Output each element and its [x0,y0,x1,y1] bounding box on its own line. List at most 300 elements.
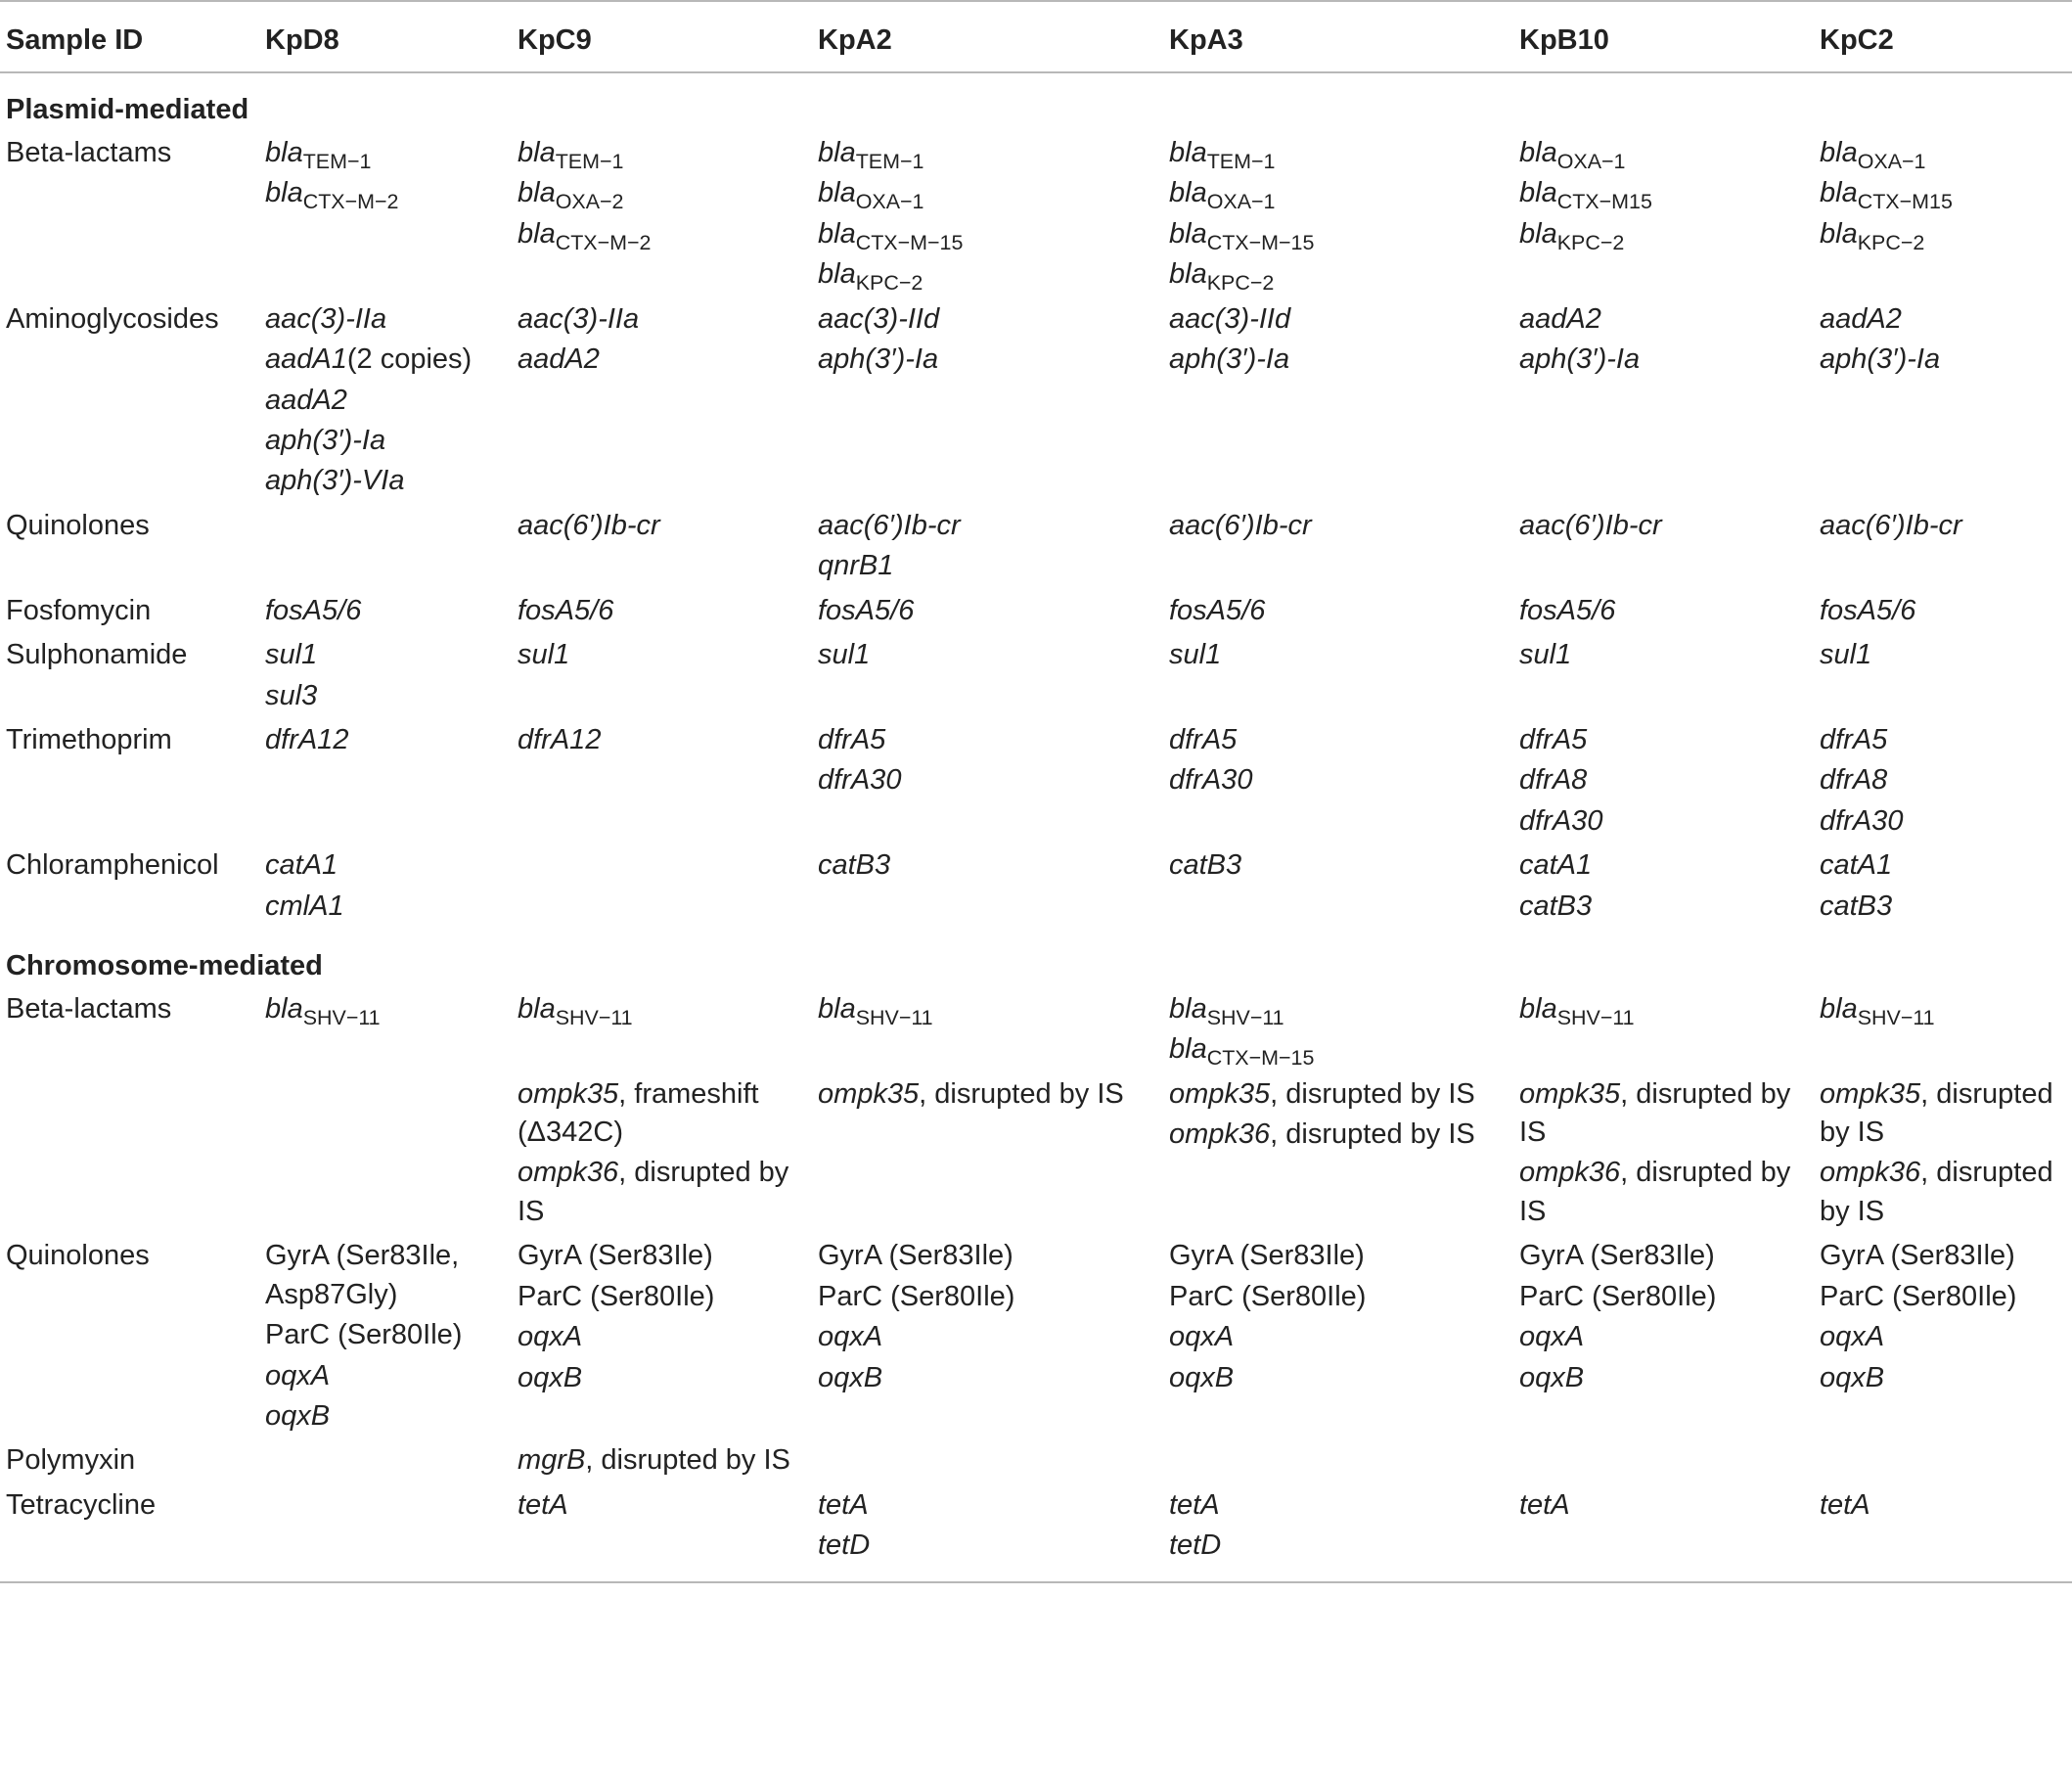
gene-text: bla [818,136,856,168]
row-label: Beta-lactams [6,136,172,168]
row-label [0,1073,265,1236]
table-cell [1820,719,2072,844]
gene-entry [1519,134,1808,172]
table-cell [518,590,818,634]
gene-text: aadA1 [265,343,347,376]
table-row [0,1439,2072,1483]
gene-entry [1820,1318,2060,1356]
table-row [0,719,2072,844]
table-cell [818,719,1169,844]
gene-entry [1820,1359,2060,1397]
gene-entry [818,990,1157,1028]
gene-text: fosA5/6 [1820,594,1916,626]
gene-text: tetA [1169,1488,1220,1521]
table-cell [265,132,518,298]
table-cell [265,844,518,930]
gene-text: GyrA (Ser83Ile, Asp87Gly) [265,1240,460,1310]
table-cell [1820,1484,2072,1582]
table-cell [1820,844,2072,930]
gene-entry [1519,761,1808,799]
gene-entry [518,341,806,379]
gene-subscript: SHV−11 [555,1005,633,1029]
gene-text: oqxB [265,1400,331,1432]
gene-subscript: SHV−11 [855,1005,933,1029]
table-cell [265,1235,518,1439]
gene-text: aac(3)-IIa [518,302,640,335]
gene-entry [518,592,806,630]
gene-subscript: KPC−2 [1857,230,1925,254]
gene-text: aadA2 [1820,302,1902,335]
gene-entry [265,636,506,674]
table-row [0,634,2072,719]
gene-entry [818,592,1157,630]
header-kpa3: KpA3 [1169,1,1519,72]
gene-text: ompk36 [518,1157,619,1189]
table-cell [518,634,818,719]
table-cell [1519,634,1820,719]
table-cell [818,505,1169,590]
gene-entry [1169,300,1508,339]
gene-text: aph(3′)-Ia [1169,343,1290,376]
gene-text: dfrA8 [1519,764,1588,797]
gene-entry [1169,592,1508,630]
table-cell [1820,505,2072,590]
gene-text: aac(3)-IId [818,302,940,335]
gene-entry [1820,174,2060,212]
gene-text: ompk36 [1820,1157,1921,1189]
gene-entry [1820,134,2060,172]
gene-subscript: KPC−2 [855,271,923,296]
table-cell [1169,844,1519,930]
gene-entry [818,846,1157,885]
gene-entry [518,721,806,759]
gene-entry [265,677,506,715]
gene-text: catB3 [1169,849,1242,882]
gene-entry [1519,721,1808,759]
table-cell [818,844,1169,930]
gene-text: catB3 [1820,890,1893,922]
gene-entry [1820,990,2060,1028]
section-heading: Chromosome-mediated [6,950,323,982]
gene-entry [265,300,506,339]
gene-text: aac(6′)Ib-cr [1169,509,1312,541]
gene-text: bla [818,217,856,250]
gene-text: bla [1519,177,1557,209]
gene-text: oqxB [1820,1361,1885,1393]
table-cell [1519,1484,1820,1582]
gene-text: , disrupted by IS [1820,1157,2053,1227]
gene-entry [1169,721,1508,759]
gene-entry [265,1237,506,1314]
gene-entry [265,462,506,500]
table-cell [1169,1439,1519,1483]
table-row [0,844,2072,930]
gene-subscript: CTX−M15 [1556,190,1652,214]
gene-text: dfrA8 [1820,764,1888,797]
gene-text: tetA [1820,1488,1870,1521]
gene-text: catB3 [818,849,891,882]
table-cell [1820,298,2072,505]
table-row [0,298,2072,505]
section-row [0,72,2072,131]
gene-text: catA1 [1820,849,1893,882]
table-cell [265,505,518,590]
gene-text: dfrA30 [1169,764,1253,797]
gene-entry [1519,507,1808,545]
gene-entry [818,1237,1157,1275]
gene-text: bla [1169,992,1207,1025]
header-kpd8: KpD8 [265,1,518,72]
gene-entry [265,990,506,1028]
gene-text: oqxB [818,1361,883,1393]
table-cell [518,844,818,930]
gene-text: oqxA [818,1321,883,1353]
table-cell [1519,988,1820,1073]
gene-entry [1169,1030,1508,1069]
gene-text: tetA [1519,1488,1570,1521]
gene-entry [1169,990,1508,1028]
table-cell [1169,505,1519,590]
table-cell [818,590,1169,634]
gene-entry [818,1527,1157,1565]
gene-entry [1519,1318,1808,1356]
table-cell [1169,634,1519,719]
gene-entry [818,761,1157,799]
gene-text: bla [1820,136,1858,168]
gene-text: dfrA5 [818,724,886,755]
gene-text: dfrA5 [1820,724,1888,755]
gene-entry [265,1397,506,1436]
gene-text: oqxA [1820,1321,1885,1353]
gene-text: aac(6′)Ib-cr [1820,509,1962,541]
gene-text: aph(3′)-Ia [265,424,386,456]
row-label: Trimethoprim [6,724,172,755]
gene-entry [265,134,506,172]
table-cell [818,1073,1169,1236]
gene-entry [1169,507,1508,545]
gene-entry [1820,507,2060,545]
gene-entry [1519,802,1808,841]
gene-entry [1519,1278,1808,1316]
table-cell [518,298,818,505]
gene-entry [265,341,506,379]
gene-text: oqxA [265,1359,331,1391]
gene-text: aadA2 [518,343,600,376]
gene-text: ompk35 [1169,1077,1271,1110]
gene-text: ParC (Ser80Ile) [1169,1280,1367,1312]
gene-text: aph(3′)-Ia [1820,343,1941,376]
table-cell [818,1484,1169,1582]
gene-entry [1820,1486,2060,1525]
gene-text: ompk35 [518,1077,619,1110]
section-row [0,930,2072,987]
gene-text: ompk35 [1820,1077,1921,1110]
gene-text: dfrA5 [1169,724,1238,755]
table-cell [1820,590,2072,634]
table-cell [265,298,518,505]
gene-text: ompk35 [818,1077,920,1110]
gene-text: bla [265,992,303,1025]
gene-entry [818,636,1157,674]
gene-text: bla [1519,992,1557,1025]
table-cell [518,988,818,1073]
table-cell [518,1073,818,1236]
gene-text: bla [1169,177,1207,209]
table-cell [265,1439,518,1483]
gene-entry [1519,174,1808,212]
gene-entry [1820,1154,2060,1231]
table-cell [1519,844,1820,930]
gene-text: tetD [818,1529,871,1562]
header-kpb10: KpB10 [1519,1,1820,72]
gene-entry [1820,761,2060,799]
gene-text: , frameshift (Δ342C) [518,1077,759,1148]
gene-entry [1169,1116,1508,1154]
table-cell [1519,1073,1820,1236]
gene-text: ParC (Ser80Ile) [1519,1280,1717,1312]
row-label: Quinolones [6,1240,150,1272]
gene-entry [818,300,1157,339]
gene-text: , disrupted by IS [1519,1157,1791,1227]
table-cell [1820,988,2072,1073]
table-cell [1820,132,2072,298]
gene-text: tetA [818,1488,869,1521]
gene-entry [1169,1486,1508,1525]
table-row [0,590,2072,634]
table-cell [1169,590,1519,634]
gene-text: aph(3′)-VIa [265,465,405,497]
gene-text: bla [1820,177,1858,209]
table-row [0,505,2072,590]
gene-text: tetA [518,1488,568,1521]
gene-entry [818,134,1157,172]
gene-text: sul1 [818,639,871,671]
gene-entry [1519,636,1808,674]
gene-entry [1820,802,2060,841]
gene-text: , disrupted by IS [1270,1118,1475,1150]
gene-text: fosA5/6 [265,594,362,626]
table-cell [818,132,1169,298]
gene-text: ParC (Ser80Ile) [265,1319,463,1351]
gene-text: , disrupted by IS [919,1077,1124,1110]
gene-subscript: OXA−1 [1857,149,1926,173]
gene-entry [1169,255,1508,294]
gene-entry [1820,300,2060,339]
gene-entry [1820,1278,2060,1316]
table-cell [265,719,518,844]
gene-entry [518,174,806,212]
table-cell [518,719,818,844]
gene-entry [818,507,1157,545]
gene-text: ompk36 [1169,1118,1271,1150]
table-cell [1169,988,1519,1073]
table-cell [1519,1439,1820,1483]
gene-text: oqxB [518,1361,583,1393]
gene-text: sul1 [1820,639,1872,671]
gene-text: sul1 [1169,639,1222,671]
table-cell [1820,1073,2072,1236]
gene-subscript: SHV−11 [302,1005,381,1029]
gene-text: GyrA (Ser83Ile) [1820,1240,2015,1272]
gene-text: bla [818,258,856,291]
table-cell [1820,1439,2072,1483]
gene-entry [1169,636,1508,674]
gene-text: tetD [1169,1529,1222,1562]
gene-entry [265,846,506,885]
gene-text: fosA5/6 [518,594,614,626]
gene-entry [1169,1278,1508,1316]
table-cell [1169,132,1519,298]
table-cell [1169,298,1519,505]
table-row [0,1484,2072,1582]
gene-entry [1820,1075,2060,1153]
gene-text: ompk35 [1519,1077,1621,1110]
gene-text: ompk36 [1519,1157,1621,1189]
gene-text: bla [518,217,556,250]
gene-entry [818,1278,1157,1316]
gene-subscript: CTX−M−15 [855,230,964,254]
gene-entry [265,1357,506,1395]
table-cell [1519,298,1820,505]
gene-entry [1519,1154,1808,1231]
gene-text: sul1 [518,639,570,671]
gene-entry [818,1318,1157,1356]
gene-entry [1820,636,2060,674]
gene-entry [518,1441,806,1480]
row-label: Quinolones [6,509,150,541]
header-kpc9: KpC9 [518,1,818,72]
gene-entry [518,1318,806,1356]
gene-entry [818,721,1157,759]
header-kpc2: KpC2 [1820,1,2072,72]
gene-entry [518,215,806,253]
gene-entry [1820,721,2060,759]
gene-text: aph(3′)-Ia [1519,343,1641,376]
gene-text: bla [1169,258,1207,291]
table-cell [1519,1235,1820,1439]
gene-text: dfrA30 [1820,804,1904,837]
gene-entry [518,1278,806,1316]
gene-text: fosA5/6 [1169,594,1266,626]
gene-entry [1519,1237,1808,1275]
section-heading: Plasmid-mediated [6,94,249,126]
gene-entry [265,592,506,630]
gene-text: , disrupted by IS [1270,1077,1475,1110]
gene-entry [518,134,806,172]
table-cell [265,1073,518,1236]
gene-entry [1519,592,1808,630]
gene-text: ParC (Ser80Ile) [518,1280,715,1312]
gene-text: bla [518,992,556,1025]
gene-text: sul3 [265,679,318,711]
gene-text: oqxA [1169,1321,1235,1353]
gene-subscript: SHV−11 [1857,1005,1935,1029]
gene-entry [1169,341,1508,379]
gene-text: mgrB [518,1444,586,1477]
gene-text: cmlA1 [265,890,344,922]
gene-entry [518,1359,806,1397]
gene-entry [1519,341,1808,379]
gene-text: aac(3)-IIa [265,302,387,335]
gene-text: aadA2 [1519,302,1601,335]
gene-entry [265,721,506,759]
row-label: Tetracycline [0,1484,265,1582]
gene-entry [265,1316,506,1354]
gene-text: bla [518,177,556,209]
gene-text: oqxA [518,1321,583,1353]
gene-text: aac(6′)Ib-cr [818,509,961,541]
table-cell [1169,719,1519,844]
gene-entry [818,174,1157,212]
gene-text: aac(6′)Ib-cr [518,509,660,541]
gene-entry [1519,300,1808,339]
gene-text: sul1 [265,639,318,671]
gene-entry [1169,134,1508,172]
gene-entry [818,1359,1157,1397]
gene-entry [518,990,806,1028]
gene-entry [818,1486,1157,1525]
gene-subscript: KPC−2 [1556,230,1625,254]
gene-text: bla [1169,136,1207,168]
header-row [0,1,2072,72]
table-cell [818,298,1169,505]
gene-entry [265,888,506,926]
gene-entry [818,1075,1157,1114]
table-cell [818,988,1169,1073]
gene-entry [518,507,806,545]
gene-subscript: TEM−1 [855,149,924,173]
gene-entry [1169,846,1508,885]
gene-entry [265,174,506,212]
table-cell [1519,719,1820,844]
table-cell [1169,1235,1519,1439]
gene-entry [265,422,506,460]
gene-entry [1169,1359,1508,1397]
gene-text: dfrA12 [265,724,349,755]
row-label: Fosfomycin [6,594,152,626]
gene-entry [1169,1075,1508,1114]
gene-entry [1820,592,2060,630]
gene-subscript: TEM−1 [302,149,372,173]
row-label: Aminoglycosides [6,302,219,335]
table-body [0,72,2072,1581]
gene-entry [1820,888,2060,926]
table-row [0,988,2072,1073]
gene-entry [1169,1237,1508,1275]
gene-entry [1169,1527,1508,1565]
gene-text: fosA5/6 [818,594,915,626]
gene-text: oqxA [1519,1321,1585,1353]
gene-entry [1519,888,1808,926]
gene-subscript: SHV−11 [1206,1005,1284,1029]
gene-text: catB3 [1519,890,1593,922]
table-cell [265,1484,518,1582]
table-cell [1519,505,1820,590]
gene-entry [518,1237,806,1275]
gene-text: dfrA30 [818,764,902,797]
gene-text: aac(3)-IId [1169,302,1291,335]
table-row [0,132,2072,298]
gene-text: bla [1169,217,1207,250]
table-cell [518,505,818,590]
gene-subscript: OXA−2 [555,190,624,214]
gene-text: GyrA (Ser83Ile) [818,1240,1013,1272]
gene-entry [1169,1318,1508,1356]
header-kpa2: KpA2 [818,1,1169,72]
gene-text: bla [1519,217,1557,250]
gene-text: bla [1820,217,1858,250]
row-label: Chloramphenicol [6,849,219,882]
